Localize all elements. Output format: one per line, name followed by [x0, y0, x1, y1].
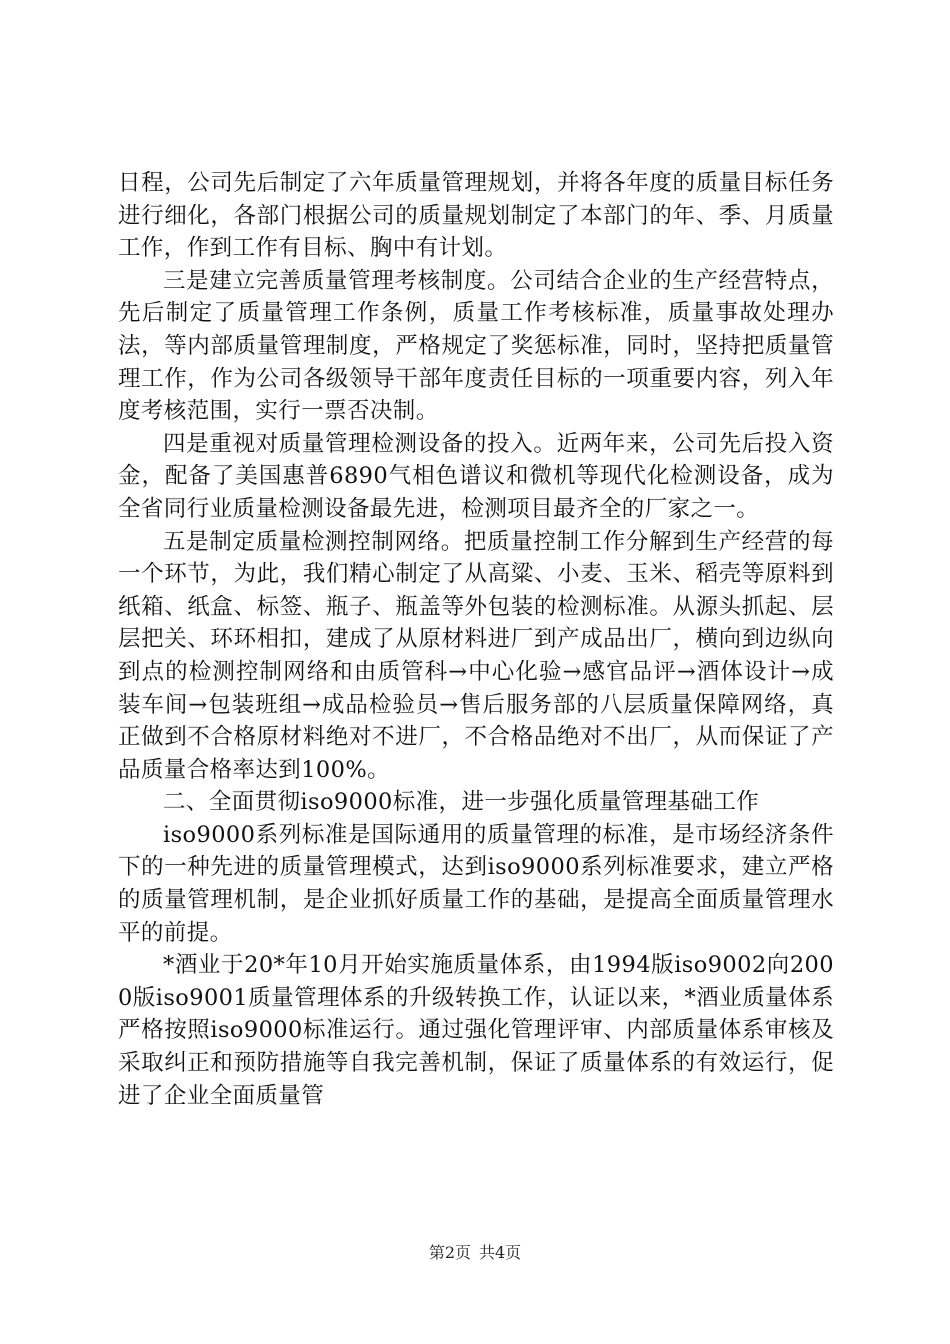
paragraph-assessment-system: 三是建立完善质量管理考核制度。公司结合企业的生产经营特点，先后制定了质量管理工作条例，质量工作考核标准，质量事故处理办法，等内部质量管理制度，严格规定了奖惩标准，同时，坚持把质量管理工作，作为公司各级领导干部年度责任目标的一项重要内容，列入年度考核范围，实行一票否决制。 — [118, 267, 834, 425]
page-footer — [0, 1243, 950, 1263]
section-heading-iso9000: 二、全面贯彻iso9000标准，进一步强化质量管理基础工作 — [163, 789, 760, 816]
paragraph-inspection-network: 五是制定质量检测控制网络。把质量控制工作分解到生产经营的每一个环节，为此，我们精心制定了从高粱、小麦、玉米、稻壳等原料到纸箱、纸盒、标签、瓶子、瓶盖等外包装的检测标准。从源头抓起、层层把关、环环相扣，建成了从原材料进厂到产成品出厂，横向到边纵向到点的检测控制网络和由质管科→中心化验→感官品评→酒体设计→成装车间→包装班组→成品检验员→售后服务部的八层质量保障网络，真正做到不合格原材料绝对不进厂，不合格品绝对不出厂，从而保证了产品质量合格率达到100%。 — [118, 528, 834, 783]
paragraph-schedule: 日程，公司先后制定了六年质量管理规划，并将各年度的质量目标任务进行细化，各部门根据公司的质量规划制定了本部门的年、季、月质量工作，作到工作有目标、胸中有计划。 — [118, 170, 834, 262]
paragraph-testing-equipment: 四是重视对质量管理检测设备的投入。近两年来，公司先后投入资金，配备了美国惠普6890气相色谱议和微机等现代化检测设备，成为全省同行业质量检测设备最先进，检测项目最齐全的厂家之一。 — [118, 430, 834, 522]
page-total: 共4页 — [479, 1243, 522, 1262]
paragraph-iso9000-intro: iso9000系列标准是国际通用的质量管理的标准，是市场经济条件下的一种先进的质量管理模式，达到iso9000系列标准要求，建立严格的质量管理机制，是企业抓好质量工作的基础，是提高全面质量管理水平的前提。 — [118, 821, 834, 946]
paragraph-iso9000-implementation: *酒业于20*年10月开始实施质量体系，由1994版iso9002向2000版iso9001质量管理体系的升级转换工作，认证以来，*酒业质量体系严格按照iso9000标准运行。通过强化管理评审、内部质量体系审核及采取纠正和预防措施等自我完善机制，保证了质量体系的有效运行，促进了企业全面质量管 — [118, 952, 834, 1109]
page-number: 第2页 — [428, 1243, 471, 1262]
document-body — [118, 167, 834, 1112]
